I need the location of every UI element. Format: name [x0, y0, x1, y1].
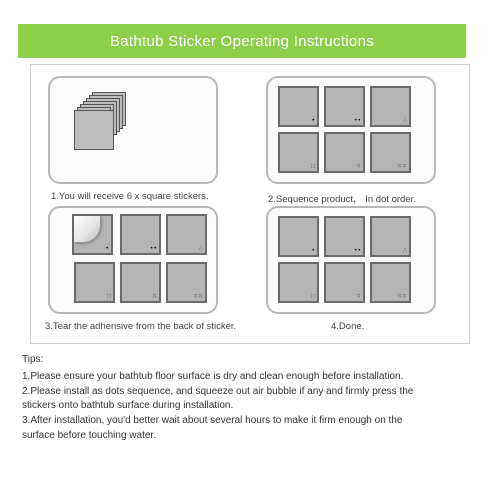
sticker-2 [324, 86, 365, 127]
dot-marker: ⁙ [355, 293, 361, 300]
tip-line: 2.Please install as dots sequence, and squeeze out air bubble if any and firmly press the [22, 385, 414, 397]
step-3-caption: 3.Tear the adhensive from the back of sticker. [45, 321, 237, 332]
dot-marker: ∷ [107, 293, 111, 300]
sticker-6 [370, 262, 411, 303]
dot-marker: ⁙⁙ [396, 293, 407, 300]
banner-title: Bathtub Sticker Operating Instructions [109, 32, 375, 50]
sticker-1 [278, 216, 319, 257]
tip-line: stickers onto bathtub surface during installation. [22, 400, 234, 412]
sticker-3 [370, 86, 411, 127]
tips-section [22, 353, 482, 444]
dot-marker: ⁙ [151, 293, 157, 300]
step-2-panel [266, 76, 436, 184]
dot-marker: •• [149, 245, 157, 252]
dot-marker: • [311, 247, 315, 254]
tip-line: 3.After installation, you'd better wait about several hours to make it firm enough on the [22, 415, 403, 427]
sticker-5 [120, 262, 161, 303]
step-1-panel [48, 76, 218, 184]
tip-line: 1.Please ensure your bathtub floor surface is dry and clean enough before installation. [22, 370, 404, 382]
tip-line: surface before touching water. [22, 429, 156, 441]
step-4-caption: 4.Done. [331, 321, 365, 332]
sticker-6 [370, 132, 411, 173]
sticker-4 [278, 262, 319, 303]
sticker-1-peeling [72, 214, 113, 255]
dot-marker: •• [353, 117, 361, 124]
step-1-caption: 1.You will receive 6 x square stickers. [51, 191, 209, 202]
sticker-2 [120, 214, 161, 255]
dot-marker: ⁙⁙ [192, 293, 203, 300]
dot-marker: ∴ [199, 245, 203, 252]
sticker-6 [166, 262, 207, 303]
step-3-panel [48, 206, 218, 314]
dot-marker: •• [353, 247, 361, 254]
sticker-2 [324, 216, 365, 257]
dot-marker: ⁙⁙ [396, 163, 407, 170]
title-banner [18, 24, 466, 58]
sticker-5 [324, 262, 365, 303]
dot-marker: ⁙ [355, 163, 361, 170]
sticker-3 [166, 214, 207, 255]
sticker-5 [324, 132, 365, 173]
tips-heading: Tips: [22, 354, 44, 365]
dot-marker: ∴ [403, 117, 407, 124]
sticker-4 [278, 132, 319, 173]
sticker-3 [370, 216, 411, 257]
step-2-caption: 2.Sequence product， In dot order. [268, 194, 416, 205]
dot-marker: ∷ [311, 163, 315, 170]
sticker-1 [278, 86, 319, 127]
dot-marker: • [105, 245, 109, 252]
dot-marker: ∴ [403, 247, 407, 254]
dot-marker: • [311, 117, 315, 124]
dot-marker: ∷ [311, 293, 315, 300]
peeling-corner [74, 216, 101, 243]
stacked-sticker [74, 110, 114, 150]
sticker-4 [74, 262, 115, 303]
step-4-panel [266, 206, 436, 314]
sticker-stack [72, 92, 142, 162]
